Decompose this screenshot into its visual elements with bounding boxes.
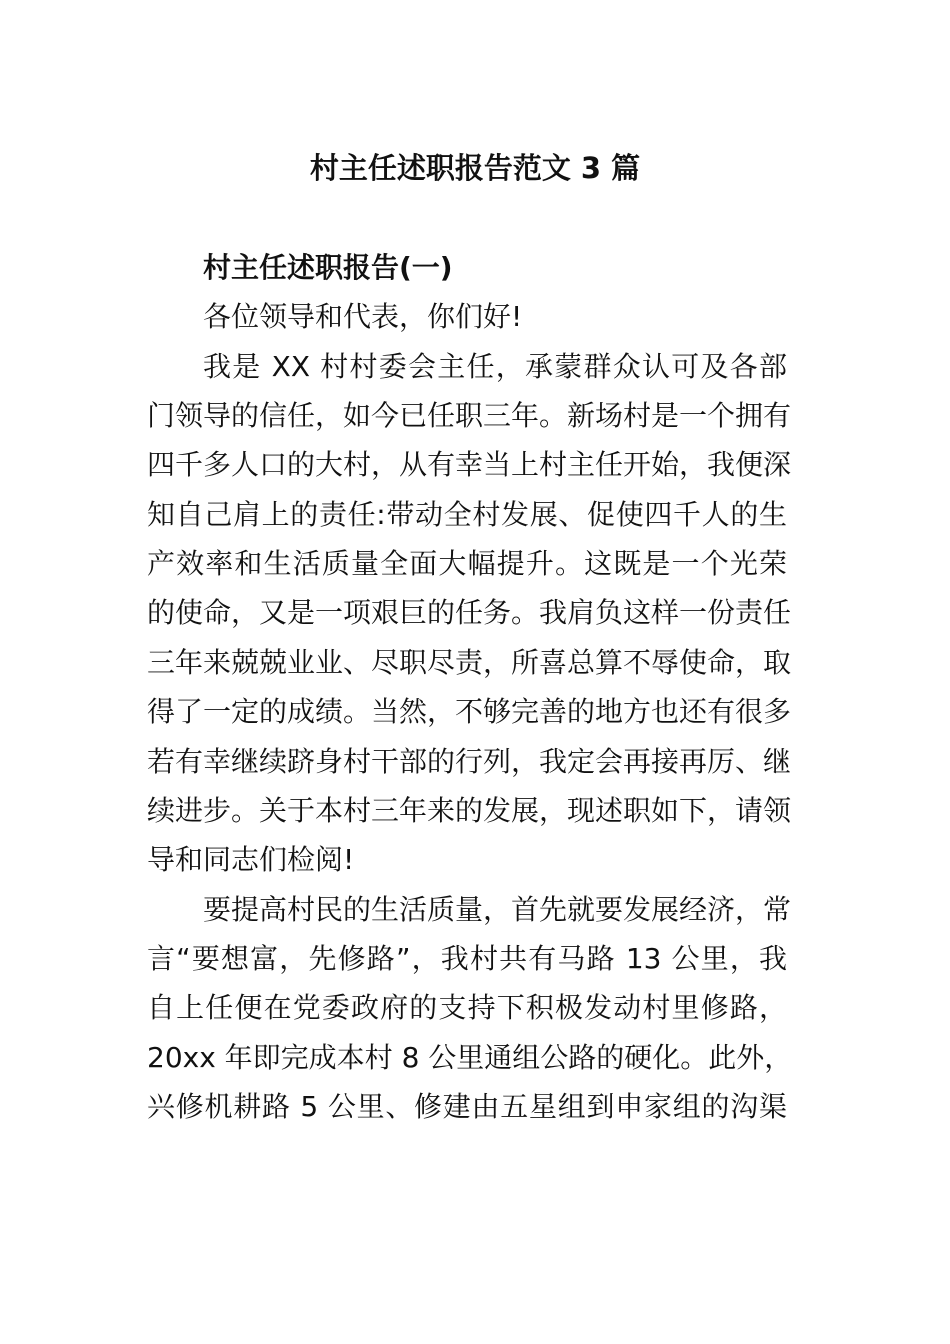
paragraph-line: 若有幸继续跻身村干部的行列，我定会再接再厉、继 (147, 745, 792, 778)
paragraph-line: 兴修机耕路 5 公里、修建由五星组到申家组的沟渠 (147, 1090, 787, 1123)
paragraph-line: 我是 XX 村村委会主任，承蒙群众认可及各部 (203, 350, 787, 383)
paragraph-line: 四千多人口的大村，从有幸当上村主任开始，我便深 (147, 448, 792, 481)
paragraph-line: 续进步。关于本村三年来的发展，现述职如下，请领 (147, 794, 792, 827)
document-title: 村主任述职报告范文 3 篇 (309, 151, 641, 185)
paragraph-line: 要提高村民的生活质量，首先就要发展经济，常 (203, 893, 792, 926)
paragraph-line: 20xx 年即完成本村 8 公里通组公路的硬化。此外， (147, 1041, 793, 1074)
paragraph-line: 各位领导和代表，你们好! (203, 300, 523, 333)
paragraph-line: 自上任便在党委政府的支持下积极发动村里修路， (147, 991, 787, 1024)
paragraph-line: 三年来兢兢业业、尽职尽责，所喜总算不辱使命，取 (147, 646, 792, 679)
paragraph-line: 言“要想富，先修路”，我村共有马路 13 公里，我 (147, 942, 787, 975)
paragraph-line: 的使命，又是一项艰巨的任务。我肩负这样一份责任 (147, 596, 792, 629)
section-heading: 村主任述职报告(一) (203, 251, 453, 284)
paragraph-line: 得了一定的成绩。当然，不够完善的地方也还有很多 (147, 695, 792, 728)
paragraph-line: 门领导的信任，如今已任职三年。新场村是一个拥有 (147, 399, 792, 432)
paragraph-line: 知自己肩上的责任:带动全村发展、促使四千人的生 (147, 498, 787, 531)
paragraph-line: 导和同志们检阅! (147, 843, 355, 876)
paragraph-line: 产效率和生活质量全面大幅提升。这既是一个光荣 (147, 547, 787, 580)
